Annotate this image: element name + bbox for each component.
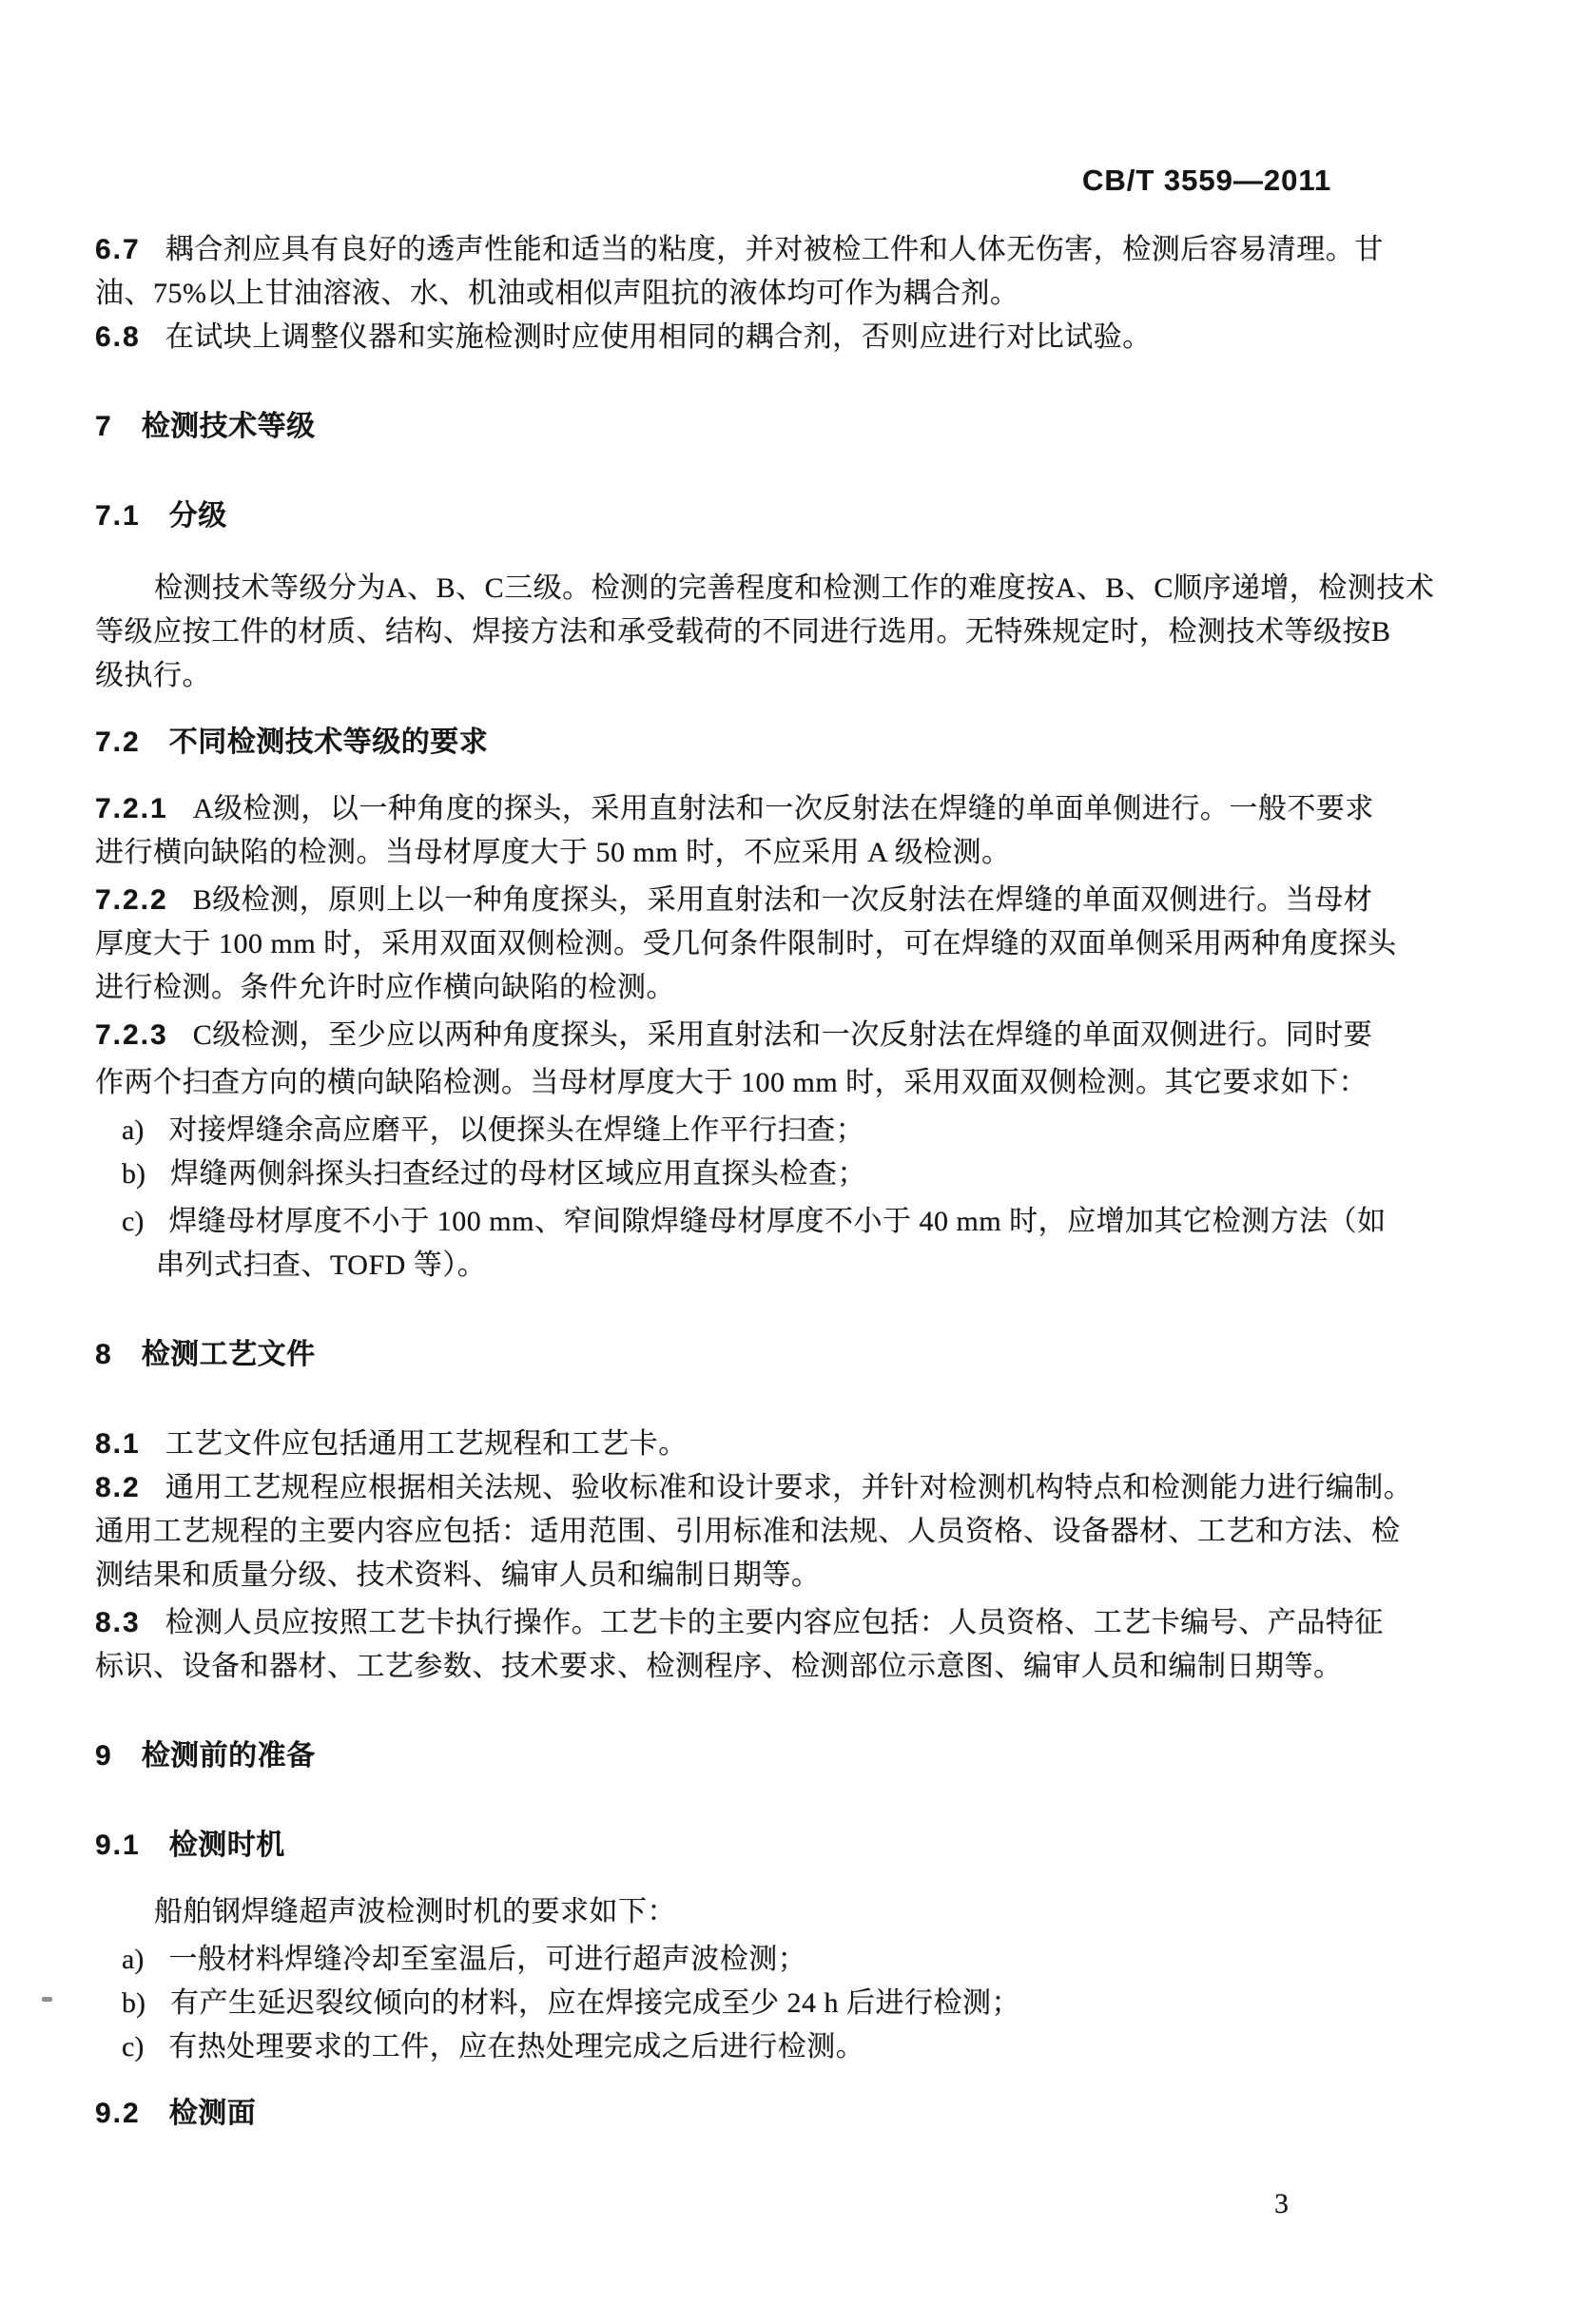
section-title: 检测时机: [168, 1830, 285, 1861]
clause-text: 进行横向缺陷的检测。当母材厚度大于 50 mm 时，不应采用 A 级检测。: [95, 837, 1011, 868]
list-item-marker: c): [122, 1206, 145, 1237]
clause-7-2-2-line-3: [95, 966, 1426, 1010]
list-item-marker: b): [122, 1987, 146, 2019]
heading-section-7-2: [95, 721, 1426, 765]
clause-text: 通用工艺规程的主要内容应包括：适用范围、引用标准和法规、人员资格、设备器材、工艺和方法、检: [95, 1516, 1401, 1547]
clause-8-1-line: [95, 1423, 1426, 1466]
clause-text: 耦合剂应具有良好的透声性能和适当的粘度，并对被检工件和人体无伤害，检测后容易清理。甘: [165, 234, 1384, 265]
heading-section-7: [95, 405, 1426, 449]
section-title: 检测工艺文件: [141, 1339, 316, 1370]
scan-artifact-mark: [42, 1997, 52, 2002]
clause-7-2-3-line-1: [95, 1014, 1426, 1057]
clause-7-2-1-line-1: [95, 787, 1426, 831]
section-number: 7.2: [95, 726, 141, 758]
section-number: 9.1: [95, 1830, 141, 1861]
clause-text: C级检测，至少应以两种角度探头，采用直射法和一次反射法在焊缝的单面双侧进行。同时要: [192, 1019, 1373, 1051]
clause-text: 工艺文件应包括通用工艺规程和工艺卡。: [165, 1428, 688, 1460]
section-title: 不同检测技术等级的要求: [168, 726, 489, 758]
section-number: 9: [95, 1740, 113, 1772]
clause-number: 8.3: [95, 1607, 141, 1638]
list-item-text: 一般材料焊缝冷却至室温后，可进行超声波检测；: [168, 1944, 807, 1975]
section-number: 7: [95, 411, 113, 442]
clause-8-2-line-3: [95, 1554, 1426, 1598]
para-7-1-line-3: [95, 654, 1426, 698]
clause-7-2-3-line-2: [95, 1061, 1426, 1105]
heading-section-7-1: [95, 494, 1426, 538]
clause-text: 厚度大于 100 mm 时，采用双面双侧检测。受几何条件限制时，可在焊缝的双面单侧采用两种角度探头: [95, 928, 1397, 959]
clause-number: 6.8: [95, 321, 141, 353]
heading-section-9-1: [95, 1824, 1426, 1868]
clause-text: 进行检测。条件允许时应作横向缺陷的检测。: [95, 972, 675, 1003]
paragraph-text: 等级应按工件的材质、结构、焊接方法和承受载荷的不同进行选用。无特殊规定时，检测技术等级按B: [95, 616, 1391, 648]
heading-section-9-2: [95, 2092, 1426, 2136]
list-item-marker: a): [122, 1114, 145, 1146]
list-item-text: 焊缝两侧斜探头扫查经过的母材区域应用直探头检查；: [170, 1158, 866, 1190]
section-number: 9.2: [95, 2098, 141, 2129]
doc-code-header: CB/T 3559—2011: [1082, 164, 1332, 197]
clause-text: A级检测，以一种角度的探头，采用直射法和一次反射法在焊缝的单面单侧进行。一般不要求: [192, 793, 1374, 824]
clause-text: 作两个扫查方向的横向缺陷检测。当母材厚度大于 100 mm 时，采用双面双侧检测。其它要求如下：: [95, 1067, 1368, 1098]
list-item-text: 有热处理要求的工件，应在热处理完成之后进行检测。: [168, 2031, 865, 2063]
list-item-b: [95, 1152, 1426, 1196]
para-7-1-line-1: [95, 567, 1435, 610]
heading-section-9: [95, 1734, 1426, 1778]
clause-7-2-2-line-2: [95, 922, 1426, 966]
clause-number: 7.2.3: [95, 1019, 168, 1051]
clause-text: 检测人员应按照工艺卡执行操作。工艺卡的主要内容应包括：人员资格、工艺卡编号、产品特征: [165, 1607, 1384, 1638]
clause-text: 通用工艺规程应根据相关法规、验收标准和设计要求，并针对检测机构特点和检测能力进行编制。: [165, 1472, 1413, 1503]
page-number: 3: [1274, 2188, 1289, 2219]
clause-number: 8.1: [95, 1428, 141, 1460]
para-7-1-line-2: [95, 610, 1426, 654]
clause-number: 7.2.1: [95, 793, 168, 824]
section-number: 8: [95, 1339, 113, 1370]
clause-8-2-line-1: [95, 1466, 1426, 1510]
clause-8-3-line-1: [95, 1601, 1426, 1645]
page-content: [95, 228, 1435, 2136]
paragraph-text: 检测技术等级分为A、B、C三级。检测的完善程度和检测工作的难度按A、B、C顺序递增，检测技术: [154, 572, 1435, 604]
para-9-1-intro: [95, 1890, 1426, 1934]
clause-number: 8.2: [95, 1472, 141, 1503]
clause-7-2-1-line-2: [95, 831, 1426, 875]
clause-number: 7.2.2: [95, 884, 168, 916]
list-item-marker: c): [122, 2031, 145, 2063]
clause-number: 6.7: [95, 234, 141, 265]
heading-section-8: [95, 1333, 1426, 1377]
clause-6-7-line-2: [95, 272, 1426, 316]
list-item-text: 串列式扫查、TOFD 等）。: [156, 1249, 487, 1281]
section-title: 检测技术等级: [141, 411, 316, 442]
list-item-text: 焊缝母材厚度不小于 100 mm、窄间隙焊缝母材厚度不小于 40 mm 时，应增加其它检测方法（如: [168, 1206, 1387, 1237]
list-item-a: [95, 1109, 1426, 1152]
paragraph-text: 船舶钢焊缝超声波检测时机的要求如下：: [154, 1896, 676, 1927]
section-title: 检测面: [168, 2098, 257, 2129]
section-number: 7.1: [95, 500, 141, 532]
clause-6-7-line-1: [95, 228, 1426, 272]
list-item-text: 对接焊缝余高应磨平，以便探头在焊缝上作平行扫查；: [168, 1114, 865, 1146]
section-title: 检测前的准备: [141, 1740, 316, 1772]
clause-text: 测结果和质量分级、技术资料、编审人员和编制日期等。: [95, 1559, 821, 1591]
clause-8-3-line-2: [95, 1645, 1426, 1689]
clause-text: B级检测，原则上以一种角度探头，采用直射法和一次反射法在焊缝的单面双侧进行。当母材: [192, 884, 1373, 916]
clause-text: 油、75%以上甘油溶液、水、机油或相似声阻抗的液体均可作为耦合剂。: [95, 278, 1019, 309]
list-item-b: [95, 1982, 1426, 2025]
list-item-a: [95, 1938, 1426, 1982]
list-item-c-line-2: [95, 1244, 1426, 1288]
list-item-c-line-1: [95, 1200, 1426, 1244]
clause-6-8-line: [95, 316, 1426, 359]
list-item-marker: a): [122, 1944, 145, 1975]
clause-7-2-2-line-1: [95, 879, 1426, 922]
section-title: 分级: [168, 500, 227, 532]
clause-8-2-line-2: [95, 1510, 1426, 1554]
list-item-c: [95, 2025, 1426, 2069]
paragraph-text: 级执行。: [95, 660, 211, 691]
clause-text: 标识、设备和器材、工艺参数、技术要求、检测程序、检测部位示意图、编审人员和编制日期等。: [95, 1651, 1343, 1682]
clause-text: 在试块上调整仪器和实施检测时应使用相同的耦合剂，否则应进行对比试验。: [165, 321, 1152, 353]
list-item-marker: b): [122, 1158, 146, 1190]
list-item-text: 有产生延迟裂纹倾向的材料，应在焊接完成至少 24 h 后进行检测；: [170, 1987, 1020, 2019]
